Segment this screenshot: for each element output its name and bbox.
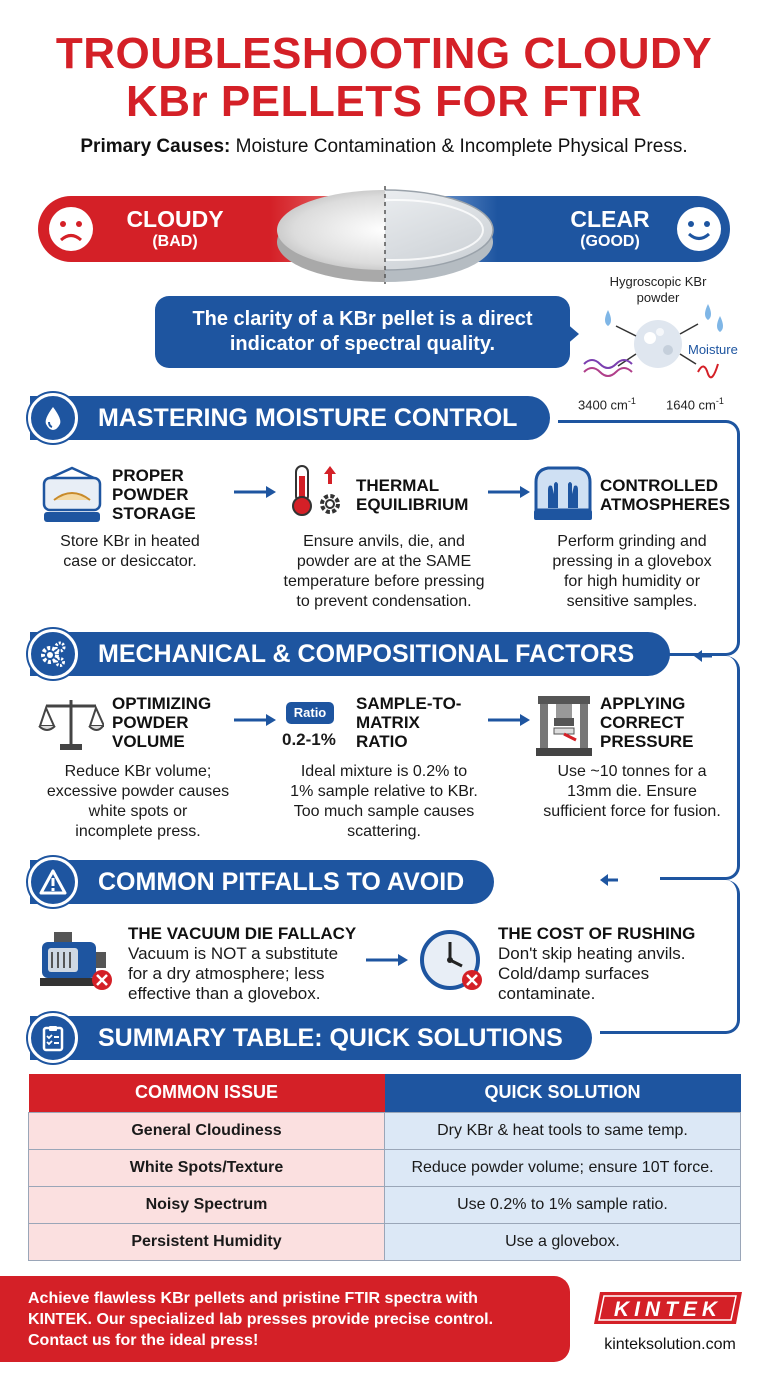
vacuum-fallacy-text bbox=[128, 944, 338, 1004]
thermometer-gear-icon bbox=[286, 462, 348, 520]
issue-cell: White Spots/Texture bbox=[29, 1149, 385, 1186]
text-line: excessive powder causes bbox=[46, 783, 230, 800]
footer-line-2: KINTEK. Our specialized lab presses provide precise control. bbox=[28, 1311, 494, 1328]
heated-case-icon bbox=[40, 464, 104, 526]
column-header-issue: COMMON ISSUE bbox=[29, 1074, 385, 1112]
text-line: contaminate. bbox=[498, 984, 596, 1003]
solution-cell: Use a glovebox. bbox=[385, 1223, 741, 1260]
controlled-atmospheres-text bbox=[516, 532, 748, 612]
footer-line-1: Achieve flawless KBr pellets and pristine FTIR spectra with bbox=[28, 1290, 478, 1307]
controlled-atmospheres-title bbox=[600, 476, 730, 514]
text-line: case or desiccator. bbox=[63, 553, 197, 570]
arrow-right-icon bbox=[364, 952, 410, 968]
text-line: for high humidity or bbox=[563, 573, 701, 590]
clarity-callout bbox=[155, 296, 570, 368]
text-line: Reduce KBr volume; bbox=[64, 763, 212, 780]
arrow-right-icon bbox=[232, 712, 278, 728]
footer-cta bbox=[0, 1276, 570, 1362]
gears-icon bbox=[28, 629, 78, 679]
hygro-label-line-2: powder bbox=[636, 290, 680, 305]
column-header-solution: QUICK SOLUTION bbox=[385, 1074, 741, 1112]
table-row bbox=[29, 1223, 741, 1260]
cloudy-text: CLOUDY bbox=[126, 206, 224, 232]
text-line: pressing in a glovebox bbox=[552, 553, 712, 570]
text-line: to prevent condensation. bbox=[296, 593, 472, 610]
callout-pointer bbox=[565, 322, 579, 346]
cloudy-label bbox=[105, 206, 245, 252]
arrow-right-icon bbox=[486, 484, 532, 500]
powder-moisture-icon bbox=[578, 302, 768, 386]
ratio-badge-value: 0.2-1% bbox=[282, 730, 336, 749]
ratio-badge-icon: Ratio bbox=[286, 702, 334, 724]
title-line: CONTROLLED bbox=[600, 476, 719, 495]
subtitle-label: Primary Causes: bbox=[80, 136, 231, 157]
text-line: Don't skip heating anvils. bbox=[498, 944, 686, 963]
text-line: for a dry atmosphere; less bbox=[128, 964, 325, 983]
wavenumber-3400 bbox=[578, 396, 636, 412]
table-row bbox=[29, 1149, 741, 1186]
title-line-1: TROUBLESHOOTING CLOUDY bbox=[55, 29, 713, 78]
clarity-line-2: indicator of spectral quality. bbox=[229, 333, 496, 355]
subtitle bbox=[0, 136, 768, 158]
wave-2-exponent: -1 bbox=[715, 396, 724, 406]
balance-scale-icon bbox=[38, 694, 104, 752]
title-line: SAMPLE-TO- bbox=[356, 694, 462, 713]
wave-1-value: 3400 cm bbox=[578, 397, 628, 413]
clarity-line-1: The clarity of a KBr pellet is a direct bbox=[192, 308, 533, 330]
title-line: MATRIX bbox=[356, 713, 420, 732]
issue-cell: General Cloudiness bbox=[29, 1112, 385, 1149]
warning-icon bbox=[28, 857, 78, 907]
text-line: 1% sample relative to KBr. bbox=[290, 783, 478, 800]
proper-storage-text bbox=[20, 532, 240, 572]
section-header-mechanical: MECHANICAL & COMPOSITIONAL FACTORS bbox=[30, 632, 670, 676]
hygroscopic-illustration bbox=[578, 272, 768, 412]
correct-pressure-text bbox=[512, 762, 752, 822]
text-line: sufficient force for fusion. bbox=[543, 803, 721, 820]
title-line: THERMAL bbox=[356, 476, 440, 495]
text-line: Perform grinding and bbox=[557, 533, 707, 550]
arrow-left-icon bbox=[694, 648, 714, 664]
footer-line-3: Contact us for the ideal press! bbox=[28, 1332, 259, 1349]
cost-rushing-text bbox=[498, 944, 686, 1004]
powder-volume-title bbox=[112, 694, 211, 751]
text-line: Ideal mixture is 0.2% to bbox=[300, 763, 468, 780]
section-header-moisture: MASTERING MOISTURE CONTROL bbox=[30, 396, 550, 440]
happy-face-icon bbox=[674, 204, 724, 254]
title-line: POWDER bbox=[112, 713, 189, 732]
proper-storage-title bbox=[112, 466, 196, 523]
title-line: VOLUME bbox=[112, 732, 185, 751]
text-line: temperature before pressing bbox=[283, 573, 485, 590]
title-line: PROPER bbox=[112, 466, 184, 485]
text-line: 13mm die. Ensure bbox=[567, 783, 697, 800]
good-text: (GOOD) bbox=[580, 233, 640, 250]
text-line: effective than a glovebox. bbox=[128, 984, 321, 1003]
vacuum-pump-icon bbox=[36, 928, 118, 992]
table-row bbox=[29, 1112, 741, 1149]
section-header-pitfalls: COMMON PITFALLS TO AVOID bbox=[30, 860, 494, 904]
powder-volume-text bbox=[20, 762, 256, 842]
arrow-right-icon bbox=[486, 712, 532, 728]
thermal-equilibrium-text bbox=[262, 532, 506, 612]
table-row bbox=[29, 1186, 741, 1223]
arrow-left-icon bbox=[600, 872, 620, 888]
cost-rushing-title: THE COST OF RUSHING bbox=[498, 924, 696, 943]
solution-cell: Dry KBr & heat tools to same temp. bbox=[385, 1112, 741, 1149]
text-line: powder are at the SAME bbox=[296, 553, 472, 570]
text-line: Store KBr in heated bbox=[60, 533, 200, 550]
text-line: Cold/damp surfaces bbox=[498, 964, 650, 983]
sample-ratio-title bbox=[356, 694, 461, 751]
issue-cell: Noisy Spectrum bbox=[29, 1186, 385, 1223]
title-line: PRESSURE bbox=[600, 732, 694, 751]
section-header-summary: SUMMARY TABLE: QUICK SOLUTIONS bbox=[30, 1016, 592, 1060]
title-line: CORRECT bbox=[600, 713, 685, 732]
subtitle-text: Moisture Contamination & Incomplete Physical Press. bbox=[230, 136, 688, 157]
press-icon bbox=[534, 694, 594, 756]
logo-text: KINTEK bbox=[613, 1298, 723, 1321]
solution-cell: Use 0.2% to 1% sample ratio. bbox=[385, 1186, 741, 1223]
title-line: POWDER bbox=[112, 485, 189, 504]
title-line-2: KBr PELLETS FOR FTIR bbox=[126, 77, 642, 126]
vacuum-fallacy-title: THE VACUUM DIE FALLACY bbox=[128, 924, 357, 943]
issue-cell: Persistent Humidity bbox=[29, 1223, 385, 1260]
text-line: Use ~10 tonnes for a bbox=[557, 763, 707, 780]
text-line: Too much sample causes bbox=[293, 803, 475, 820]
wave-1-exponent: -1 bbox=[627, 396, 636, 406]
sad-face-icon bbox=[46, 204, 96, 254]
title-line: APPLYING bbox=[600, 694, 686, 713]
page-title bbox=[0, 30, 768, 126]
correct-pressure-title bbox=[600, 694, 694, 751]
sample-ratio-text bbox=[266, 762, 502, 842]
water-drop-icon bbox=[28, 393, 78, 443]
title-line: STORAGE bbox=[112, 504, 196, 523]
clear-text: CLEAR bbox=[570, 206, 650, 232]
kintek-logo[interactable] bbox=[592, 1290, 744, 1326]
moisture-label: Moisture bbox=[688, 342, 738, 357]
title-line: RATIO bbox=[356, 732, 408, 751]
arrow-right-icon bbox=[232, 484, 278, 500]
website-link[interactable]: kinteksolution.com bbox=[604, 1336, 736, 1353]
text-line: Vacuum is NOT a substitute bbox=[128, 944, 339, 963]
wavenumber-1640 bbox=[666, 396, 724, 412]
bad-text: (BAD) bbox=[152, 233, 198, 250]
text-line: Ensure anvils, die, and bbox=[303, 533, 465, 550]
table-header-row bbox=[29, 1074, 741, 1112]
pellet-illustration bbox=[270, 180, 500, 290]
text-line: sensitive samples. bbox=[566, 593, 698, 610]
wave-2-value: 1640 cm bbox=[666, 397, 716, 413]
text-line: incomplete press. bbox=[75, 823, 201, 840]
title-line: OPTIMIZING bbox=[112, 694, 212, 713]
text-line: white spots or bbox=[88, 803, 188, 820]
glovebox-icon bbox=[532, 464, 594, 522]
clear-label bbox=[540, 206, 680, 252]
thermal-equilibrium-title bbox=[356, 476, 468, 514]
clock-icon bbox=[418, 928, 488, 992]
title-line: EQUILIBRIUM bbox=[356, 495, 469, 514]
title-line: ATMOSPHERES bbox=[600, 495, 731, 514]
summary-table bbox=[28, 1074, 741, 1261]
text-line: scattering. bbox=[347, 823, 421, 840]
solution-cell: Reduce powder volume; ensure 10T force. bbox=[385, 1149, 741, 1186]
clipboard-icon bbox=[28, 1013, 78, 1063]
hygro-label-line-1: Hygroscopic KBr bbox=[609, 274, 707, 289]
